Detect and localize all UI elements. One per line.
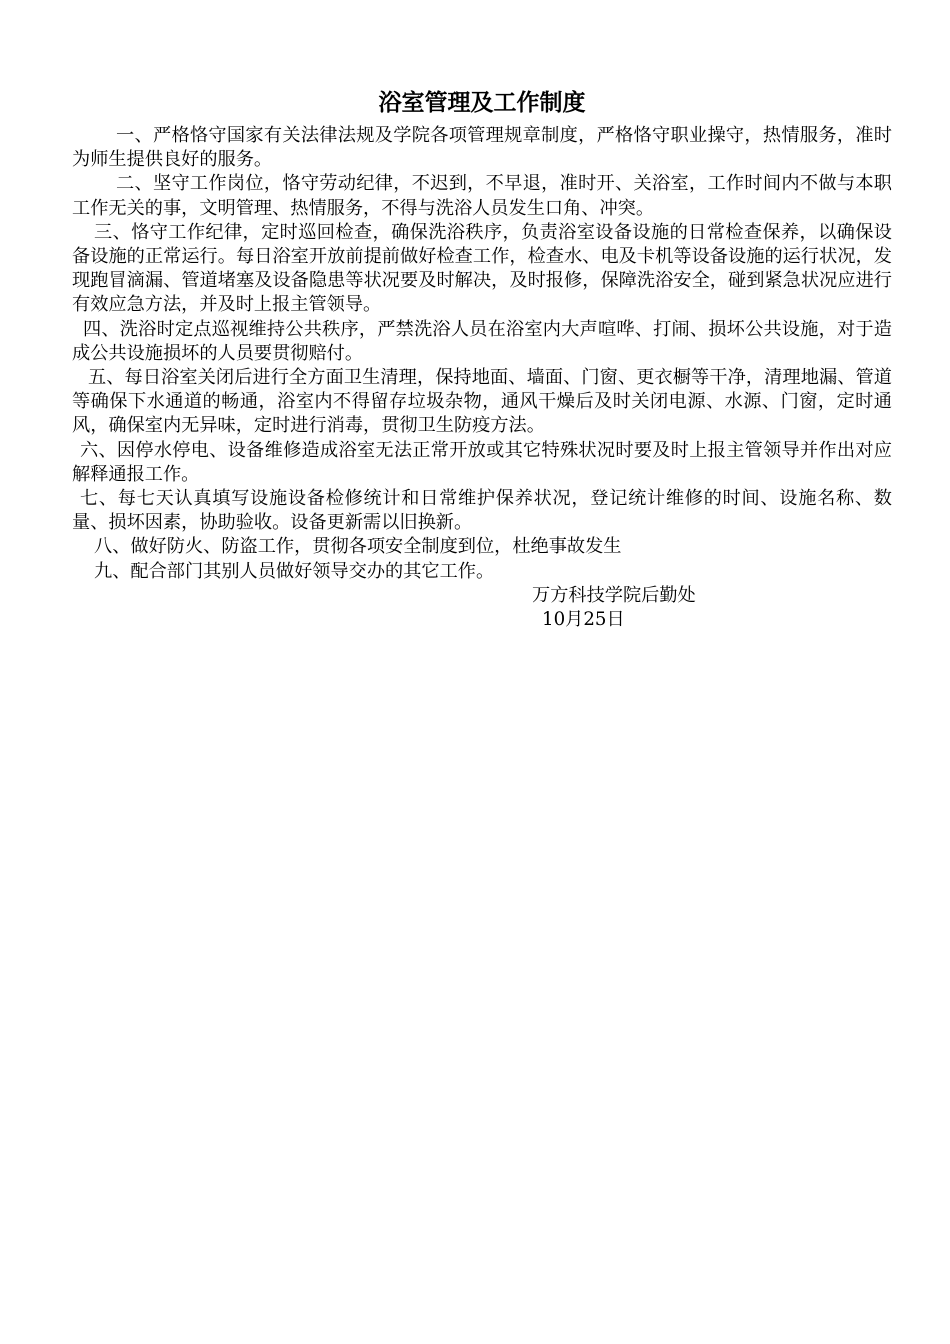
clause-9: 九、配合部门其别人员做好领导交办的其它工作。 [94,560,495,582]
clause-2: 二、坚守工作岗位，恪守劳动纪律，不迟到，不早退，准时开、关浴室，工作时间内不做与本职工作无关的事，文明管理、热情服务，不得与洗浴人员发生口角、冲突。 [72,173,892,219]
clause-4: 四、洗浴时定点巡视维持公共秩序，严禁洗浴人员在浴室内大声喧哗、打闹、损坏公共设施，对于造成公共设施损坏的人员要贯彻赔付。 [72,318,892,364]
clause-7: 七、每七天认真填写设施设备检修统计和日常维护保养状况，登记统计维修的时间、设施名称、数量、损坏因素，协助验收。设备更新需以旧换新。 [72,488,892,534]
clause-1: 一、严格恪守国家有关法律法规及学院各项管理规章制度，严格恪守职业操守，热情服务，准时为师生提供良好的服务。 [72,125,892,171]
document-title: 浴室管理及工作制度 [378,89,586,116]
clause-6: 六、因停水停电、设备维修造成浴室无法正常开放或其它特殊状况时要及时上报主管领导并作出对应解释通报工作。 [72,439,892,485]
clause-3: 三、恪守工作纪律，定时巡回检查，确保洗浴秩序，负责浴室设备设施的日常检查保养，以确保设备设施的正常运行。每日浴室开放前提前做好检查工作，检查水、电及卡机等设备设施的运行状况，发现跑冒滴漏、管道堵塞及设备隐患等状况要及时解决，及时报修，保障洗浴安全，碰到紧急状况应进行有效应急方法，并及时上报主管领导。 [72,221,892,316]
document-page [72,86,892,632]
signature-date: 10月25日 [542,609,625,631]
clause-8: 八、做好防火、防盗工作，贯彻各项安全制度到位，杜绝事故发生 [94,536,622,558]
signature-department: 万方科技学院后勤处 [532,584,696,606]
clause-5: 五、每日浴室关闭后进行全方面卫生清理，保持地面、墙面、门窗、更衣橱等干净，清理地漏、管道等确保下水通道的畅通，浴室内不得留存垃圾杂物，通风干燥后及时关闭电源、水源、门窗，定时通风，确保室内无异味，定时进行消毒，贯彻卫生防疫方法。 [72,367,892,437]
